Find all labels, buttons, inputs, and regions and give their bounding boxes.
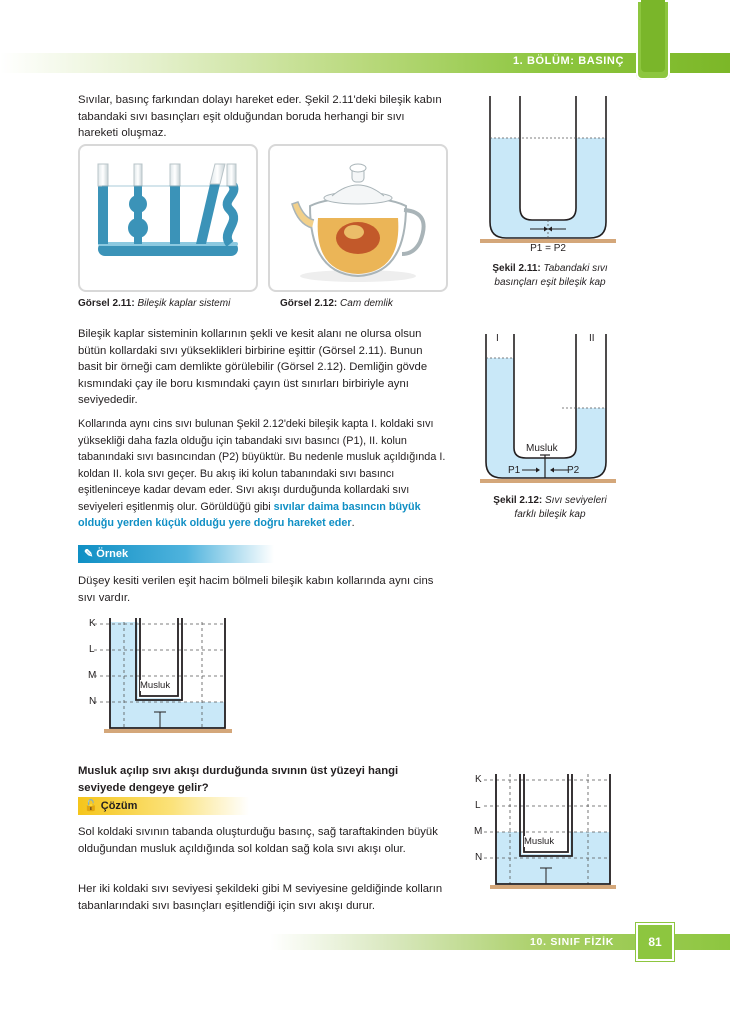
- fig-2-12-caption: Şekil 2.12: Sıvı seviyeleri farklı bileşik kap: [493, 495, 607, 520]
- example-valve-label: Musluk: [140, 680, 171, 691]
- fig-2-12-valve-label: Musluk: [526, 443, 558, 454]
- solution-level-K: K: [475, 774, 482, 785]
- example-level-L: L: [89, 644, 95, 655]
- photo-caption-2-12: Görsel 2.12: Cam demlik: [280, 298, 393, 309]
- page-number: 81: [636, 923, 674, 961]
- fig-2-12-p2: P2: [567, 465, 580, 476]
- solution-level-N: N: [475, 852, 483, 863]
- example-heading: ✎ Örnek: [78, 545, 274, 563]
- solution-diagram: [470, 768, 630, 894]
- example-diagram: [80, 612, 240, 738]
- example-text: Düşey kesiti verilen eşit hacim bölmeli bileşik kabın kollarında aynı cins sıvı vardır.: [78, 575, 434, 604]
- example-level-K: K: [89, 618, 96, 629]
- paragraph-3: Kollarında aynı cins sıvı bulunan Şekil 2.12'deki bileşik kapta I. koldaki sıvı yüksekliği daha fazla olduğu için tabandaki sıvı basıncı (P1), II. kolun tabanındaki sıvı basıncından (P2) büyüktür. Bu nedenle musluk açıldığında I. koldan II. kola sıvı geçer. Bu akış iki kolun tabanındaki sıvı basıncı eşitleninceye kadar devam eder. Sıvı akışı durduğunda kollardaki sıvı seviyeleri eşitlenmiş olur. Görüldüğü gibi sıvılar daima basıncın büyük olduğu yerden küçük olduğu yere doğru hareket eder.: [78, 418, 446, 529]
- fig-2-11-pressure-label: P1 = P2: [530, 243, 566, 254]
- fig-2-12-label-II: II: [589, 333, 595, 344]
- edit-icon: ✎: [84, 548, 94, 560]
- fig-2-12-p1: P1: [508, 465, 521, 476]
- fig-2-11-caption: Şekil 2.11: Tabandaki sıvı basınçları eşit bileşik kap: [492, 263, 608, 288]
- solution-paragraph-2: Her iki koldaki sıvı seviyesi şekildeki gibi M seviyesine geldiğinde kolların tabanlarındaki sıvı basınçları eşitlendiği için sıvı akışı durur.: [78, 883, 443, 912]
- photo-glass-teapot: [268, 144, 448, 292]
- footer-title: 10. SINIF FİZİK: [530, 936, 615, 948]
- header-tab-inner: [641, 0, 665, 72]
- unlock-icon: 🔓: [84, 800, 98, 812]
- solution-heading: 🔓 Çözüm: [78, 797, 249, 815]
- photo-communicating-vessels: [78, 144, 258, 292]
- chapter-title: 1. BÖLÜM: BASINÇ: [512, 55, 624, 67]
- example-question: Musluk açılıp sıvı akışı durduğunda sıvının üst yüzeyi hangi seviyede dengeye gelir?: [78, 765, 399, 794]
- example-level-N: N: [89, 696, 97, 707]
- paragraph-2: Bileşik kaplar sisteminin kollarının şekli ve kesit alanı ne olursa olsun bütün kollardaki sıvı yükseklikleri birbirine eşittir (Görsel 2.11). Bunun basit bir örneği cam demlikte görülebilir (Görsel 2.12). Demliğin gövde kısmındaki çay ile boru kısmındaki çayın üst sınırları birbiriyle aynı seviyededir.: [78, 328, 428, 406]
- solution-paragraph-1: Sol koldaki sıvının tabanda oluşturduğu basınç, sağ taraftakinden büyük olduğundan musluk açıldığında sol koldan sağ kola sıvı akışı olur.: [78, 826, 438, 855]
- figure-2-11: [478, 92, 618, 262]
- solution-level-L: L: [475, 800, 481, 811]
- intro-paragraph: Sıvılar, basınç farkından dolayı hareket eder. Şekil 2.11'deki bileşik kabın tabandaki sıvı basınçları eşit olduğundan boruda herhangi bir sıvı hareketi oluşmaz.: [78, 94, 442, 139]
- figure-2-12: [478, 330, 618, 490]
- photo-caption-2-11: Görsel 2.11: Bileşik kaplar sistemi: [78, 298, 231, 309]
- example-level-M: M: [88, 670, 97, 681]
- solution-valve-label: Musluk: [524, 836, 555, 847]
- fig-2-12-label-I: I: [496, 333, 499, 344]
- solution-level-M: M: [474, 826, 483, 837]
